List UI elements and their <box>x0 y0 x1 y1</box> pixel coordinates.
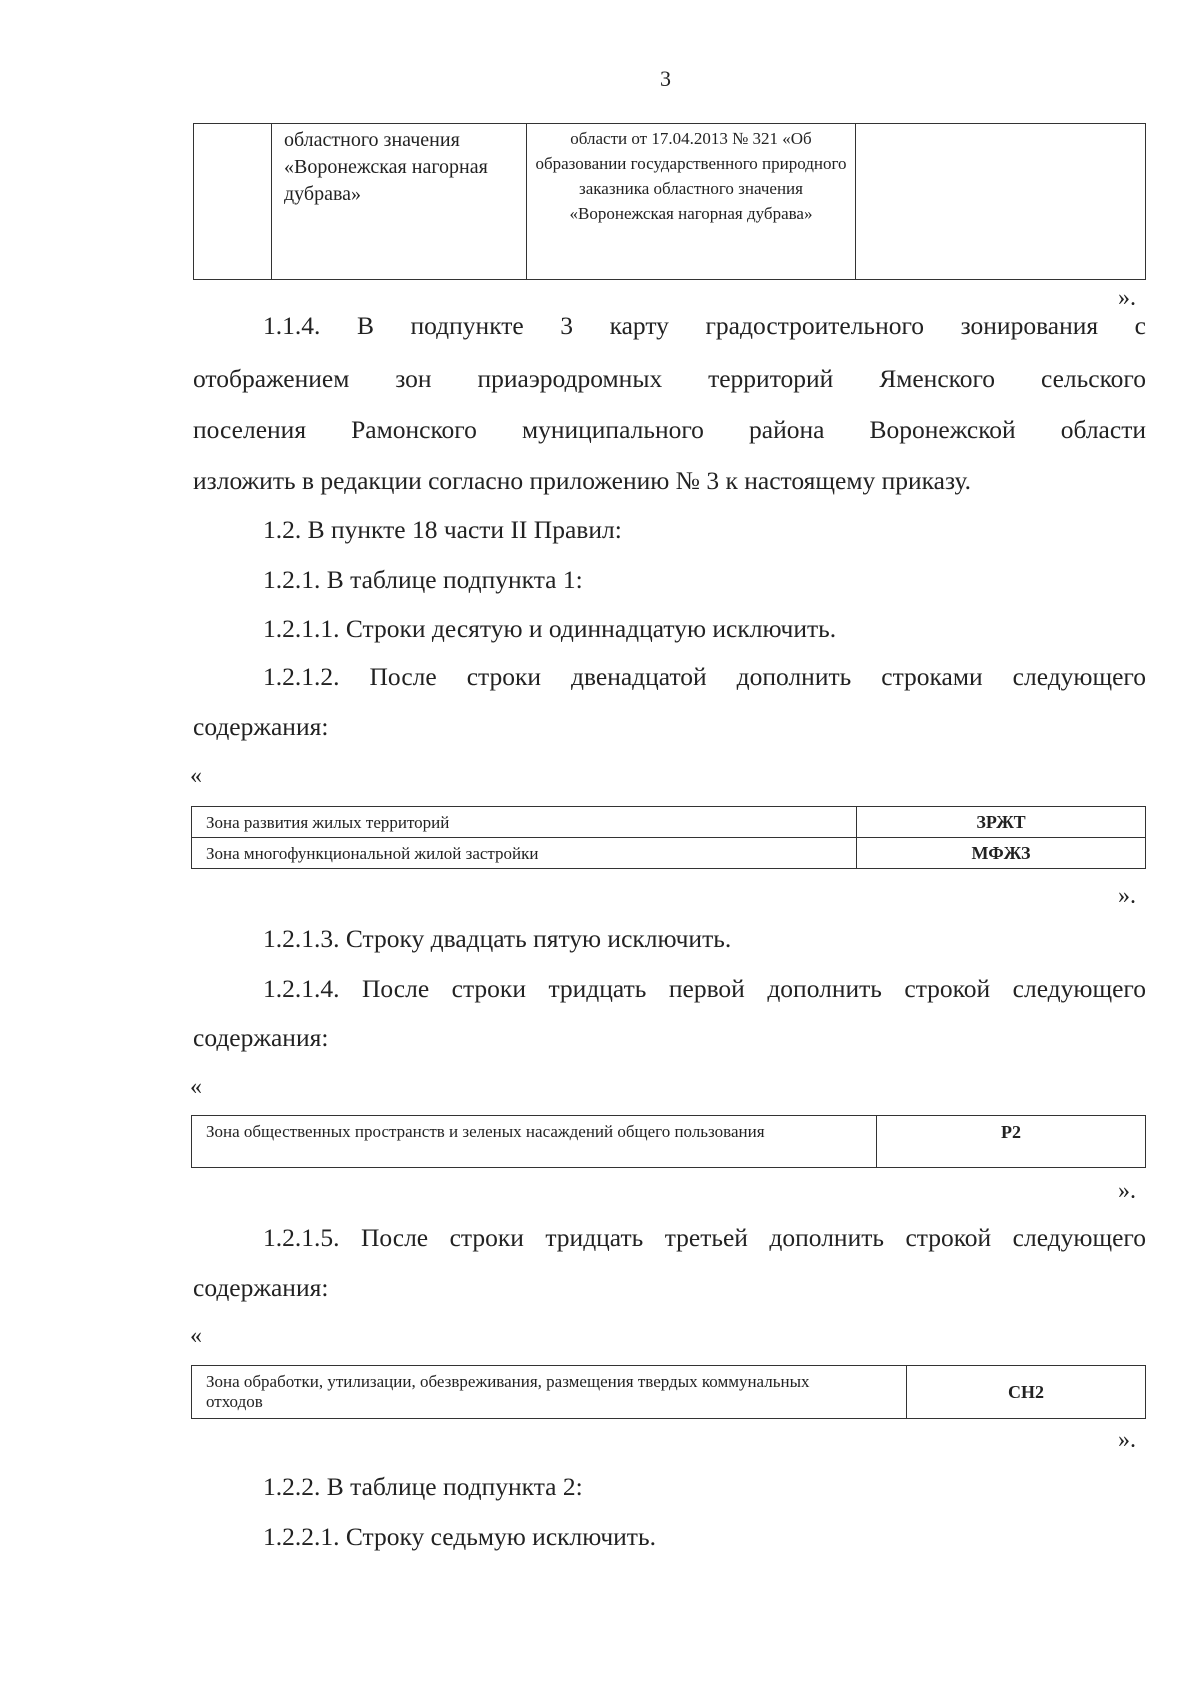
zone-name-cell: Зона обработки, утилизации, обезвреживания, размещения твердых коммунальных отходов <box>192 1366 907 1419</box>
zone-name-cell: Зона многофункциональной жилой застройки <box>192 838 857 869</box>
paragraph-line: отображением зон приаэродромных территорий Яменского сельского <box>193 364 1146 393</box>
insert-table-2 <box>191 1115 1146 1168</box>
zone-code-cell: Р2 <box>877 1116 1146 1168</box>
open-quote: « <box>190 763 202 789</box>
paragraph-line: 1.2.1.4. После строки тридцать первой дополнить строкой следующего <box>263 974 1146 1003</box>
paragraph-1-2-2-1: 1.2.2.1. Строку седьмую исключить. <box>263 1522 656 1551</box>
paragraph-line: 1.2.1.5. После строки тридцать третьей дополнить строкой следующего <box>263 1223 1146 1252</box>
paragraph-line: 1.2.1.2. После строки двенадцатой дополнить строками следующего <box>263 662 1146 691</box>
table-row <box>192 838 1146 869</box>
paragraph-line: содержания: <box>193 1023 329 1052</box>
table-row <box>192 1366 1146 1419</box>
top-table-col4 <box>856 124 1146 280</box>
close-quote: ». <box>1118 883 1136 909</box>
paragraph-line: поселения Рамонского муниципального района Воронежской области <box>193 415 1146 444</box>
page-number: 3 <box>660 66 671 91</box>
zone-name-cell: Зона развития жилых территорий <box>192 807 857 838</box>
top-table-col3: области от 17.04.2013 № 321 «Об образовании государственного природного заказника областного значения «Воронежская нагорная дубрава» <box>527 124 856 280</box>
close-quote: ». <box>1118 285 1136 311</box>
paragraph-1-2-1: 1.2.1. В таблице подпункта 1: <box>263 565 583 594</box>
zone-name-cell: Зона общественных пространств и зеленых насаждений общего пользования <box>192 1116 877 1168</box>
paragraph-line: 1.1.4. В подпункте 3 карту градостроительного зонирования с <box>263 311 1146 340</box>
paragraph-line: содержания: <box>193 712 329 741</box>
paragraph-line: изложить в редакции согласно приложению № 3 к настоящему приказу. <box>193 466 972 495</box>
zone-code-cell: ЗРЖТ <box>857 807 1146 838</box>
paragraph-1-2-2: 1.2.2. В таблице подпункта 2: <box>263 1472 583 1501</box>
table-row <box>192 807 1146 838</box>
top-table-col2: областного значения «Воронежская нагорная дубрава» <box>272 124 527 280</box>
paragraph-1-2-1-3: 1.2.1.3. Строку двадцать пятую исключить. <box>263 924 732 953</box>
paragraph-1-2: 1.2. В пункте 18 части II Правил: <box>263 515 622 544</box>
insert-table-3 <box>191 1365 1146 1419</box>
paragraph-line: содержания: <box>193 1273 329 1302</box>
top-table-fragment <box>193 123 1146 280</box>
insert-table-1 <box>191 806 1146 869</box>
open-quote: « <box>190 1323 202 1349</box>
close-quote: ». <box>1118 1178 1136 1204</box>
close-quote: ». <box>1118 1427 1136 1453</box>
table-row <box>192 1116 1146 1168</box>
open-quote: « <box>190 1074 202 1100</box>
zone-code-cell: МФЖЗ <box>857 838 1146 869</box>
paragraph-1-2-1-1: 1.2.1.1. Строки десятую и одиннадцатую исключить. <box>263 614 837 643</box>
zone-code-cell: СН2 <box>907 1366 1146 1419</box>
top-table-col1 <box>194 124 272 280</box>
